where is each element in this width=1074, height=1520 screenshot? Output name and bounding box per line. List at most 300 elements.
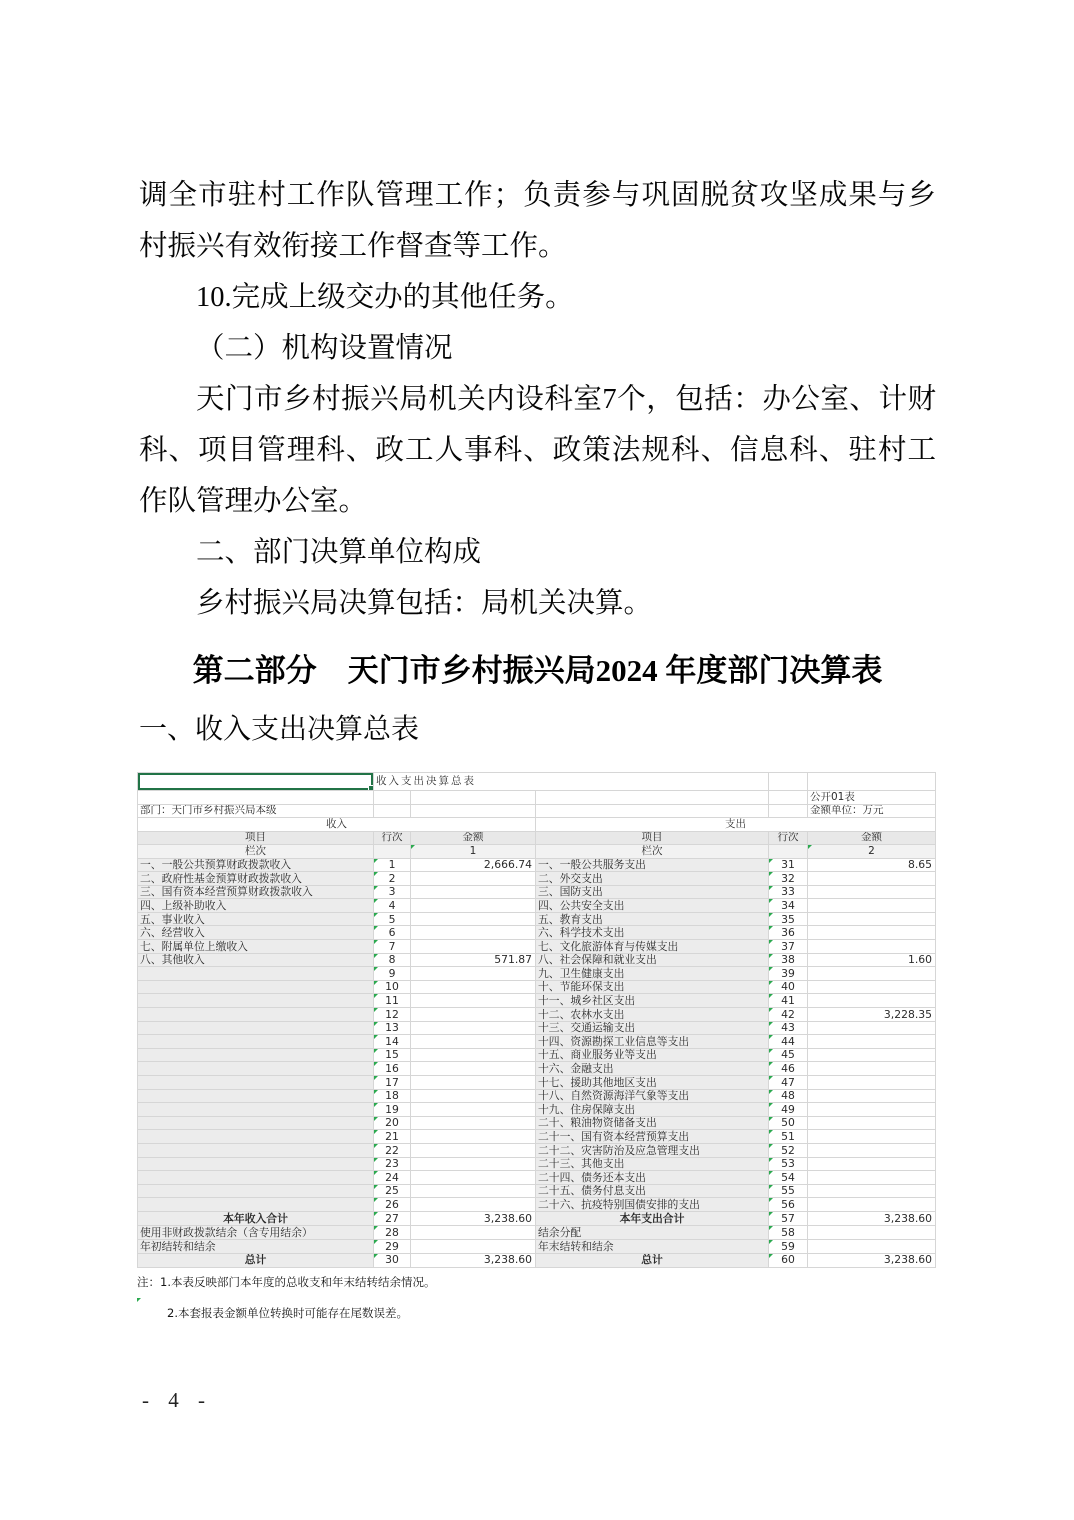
expense-amount-cell (808, 1143, 936, 1157)
expense-line-cell (769, 1184, 808, 1198)
expense-line-cell-value: 46 (781, 1062, 795, 1076)
income-amount-cell (411, 1103, 536, 1117)
income-line-cell (374, 1211, 411, 1225)
expense-line-cell-value: 36 (781, 926, 795, 940)
expense-amount-cell (808, 1103, 936, 1117)
expense-item-cell (536, 953, 769, 967)
expense-line-cell-value: 56 (781, 1197, 795, 1211)
expense-amount-cell (808, 1171, 936, 1185)
sheet-row (138, 872, 936, 886)
expense-amount-cell (808, 1116, 936, 1130)
body-text-block (139, 170, 936, 629)
income-amount-cell (411, 1076, 536, 1090)
expense-amount-cell (808, 1211, 936, 1225)
error-indicator-icon (374, 1076, 378, 1080)
expense-item-cell-value: 二、外交支出 (538, 871, 603, 885)
income-item-cell (138, 1008, 374, 1022)
expense-col-index-value: 2 (868, 844, 875, 857)
paragraph: 天门市乡村振兴局机关内设科室7个，包括：办公室、计财科、项目管理科、政工人事科、政策法规科、信息科、驻村工作队管理办公室。 (139, 384, 936, 517)
income-amount-cell (411, 940, 536, 954)
income-amount-cell (411, 1198, 536, 1212)
expense-item-cell-value: 十四、资源勘探工业信息等支出 (538, 1034, 690, 1048)
error-indicator-icon (137, 1298, 141, 1302)
expense-line-cell (769, 1239, 808, 1253)
expense-line-cell-value: 33 (781, 885, 795, 899)
income-line-cell (374, 967, 411, 981)
expense-amount-cell (808, 899, 936, 913)
expense-amount-cell (808, 1076, 936, 1090)
expense-line-cell (769, 926, 808, 940)
income-line-cell (374, 1008, 411, 1022)
expense-line-cell (769, 967, 808, 981)
expense-item-cell (536, 1225, 769, 1239)
income-line-cell-value: 16 (385, 1062, 399, 1076)
income-line-cell (374, 1239, 411, 1253)
expense-line-cell (769, 858, 808, 872)
expense-item-cell (536, 858, 769, 872)
expense-item-cell (536, 1021, 769, 1035)
income-item-cell (138, 1048, 374, 1062)
selected-cell (138, 773, 374, 791)
unit-label: 金额单位：万元 (808, 804, 936, 818)
expense-line-cell (769, 1089, 808, 1103)
sheet-row (138, 1184, 936, 1198)
expense-item-cell-value: 总计 (641, 1253, 663, 1267)
error-indicator-icon (374, 1130, 378, 1134)
error-indicator-icon (769, 1090, 773, 1094)
income-amount-cell (411, 1171, 536, 1185)
expense-item-cell-value: 十二、农林水支出 (538, 1007, 625, 1021)
error-indicator-icon (808, 845, 812, 849)
income-item-cell (138, 967, 374, 981)
income-line-cell (374, 953, 411, 967)
expense-item-cell-value: 十七、援助其他地区支出 (538, 1075, 657, 1089)
expense-line-cell-value: 50 (781, 1116, 795, 1130)
expense-item-cell (536, 1103, 769, 1117)
expense-line-cell (769, 1198, 808, 1212)
expense-line-cell (769, 1008, 808, 1022)
error-indicator-icon (769, 1049, 773, 1053)
income-line-cell-value: 12 (385, 1007, 399, 1021)
expense-line-cell-value: 42 (781, 1007, 795, 1021)
income-amount-cell (411, 1089, 536, 1103)
sheet-row (138, 1239, 936, 1253)
expense-item-cell-value: 二十四、债务还本支出 (538, 1170, 646, 1184)
income-index-label: 栏次 (138, 845, 374, 859)
expense-amount-cell (808, 858, 936, 872)
income-line-cell (374, 994, 411, 1008)
error-indicator-icon (769, 872, 773, 876)
error-indicator-icon (374, 1117, 378, 1121)
income-amount-cell (411, 1021, 536, 1035)
income-amount-cell (411, 1130, 536, 1144)
income-line-cell (374, 872, 411, 886)
income-amount-cell (411, 1035, 536, 1049)
expense-item-cell-value: 三、国防支出 (538, 885, 603, 899)
expense-line-cell-value: 55 (781, 1184, 795, 1198)
error-indicator-icon (374, 1090, 378, 1094)
income-item-cell-value: 一、一般公共预算财政拨款收入 (140, 858, 292, 872)
expense-line-cell-value: 49 (781, 1102, 795, 1116)
income-line-cell-value: 10 (385, 980, 399, 994)
expense-line-cell-value: 60 (781, 1253, 795, 1267)
income-amount-cell (411, 980, 536, 994)
income-line-cell-value: 2 (388, 871, 396, 885)
expense-line-cell (769, 1253, 808, 1267)
expense-item-cell (536, 926, 769, 940)
income-line-cell (374, 980, 411, 994)
expense-line-cell-value: 32 (781, 871, 795, 885)
expense-amount-header: 金额 (808, 831, 936, 845)
income-item-cell (138, 1021, 374, 1035)
error-indicator-icon (374, 994, 378, 998)
expense-line-cell (769, 1035, 808, 1049)
income-line-cell (374, 1076, 411, 1090)
error-indicator-icon (769, 1035, 773, 1039)
income-line-cell (374, 1157, 411, 1171)
income-item-cell (138, 1089, 374, 1103)
expense-item-cell (536, 872, 769, 886)
sheet-row (138, 1021, 936, 1035)
income-expense-summary-table (137, 772, 936, 1268)
income-amount-cell-value: 571.87 (494, 953, 532, 967)
income-line-cell-value: 8 (388, 953, 396, 967)
income-line-cell-value: 5 (388, 912, 396, 926)
error-indicator-icon (374, 1062, 378, 1066)
department-row (138, 804, 936, 818)
expense-amount-cell (808, 1184, 936, 1198)
income-amount-cell (411, 899, 536, 913)
income-line-cell-value: 18 (385, 1089, 399, 1103)
error-indicator-icon (374, 1254, 378, 1258)
income-amount-cell (411, 926, 536, 940)
expense-amount-cell (808, 926, 936, 940)
expense-item-cell-value: 七、文化旅游体育与传媒支出 (538, 939, 679, 953)
expense-item-cell (536, 1184, 769, 1198)
expense-amount-cell-value: 8.65 (907, 858, 932, 872)
error-indicator-icon (374, 1198, 378, 1202)
sheet-row (138, 885, 936, 899)
empty-cell (769, 791, 808, 805)
expense-line-cell (769, 940, 808, 954)
error-indicator-icon (374, 1103, 378, 1107)
expense-line-cell-value: 39 (781, 966, 795, 980)
income-item-cell (138, 872, 374, 886)
income-amount-cell (411, 1008, 536, 1022)
expense-item-cell-value: 八、社会保障和就业支出 (538, 953, 657, 967)
error-indicator-icon (374, 926, 378, 930)
expense-amount-cell (808, 953, 936, 967)
income-item-cell-value: 三、国有资本经营预算财政拨款收入 (140, 885, 313, 899)
income-line-cell-value: 6 (388, 926, 396, 940)
section-heading: 一、收入支出决算总表 (139, 714, 420, 745)
expense-line-cell-value: 47 (781, 1075, 795, 1089)
sheet-row (138, 980, 936, 994)
expense-item-cell-value: 二十三、其他支出 (538, 1157, 625, 1171)
sheet-row (138, 1076, 936, 1090)
error-indicator-icon (769, 1022, 773, 1026)
expense-item-cell (536, 1076, 769, 1090)
expense-item-cell (536, 1143, 769, 1157)
error-indicator-icon (374, 1240, 378, 1244)
income-amount-cell (411, 1211, 536, 1225)
expense-amount-cell (808, 1239, 936, 1253)
income-item-cell (138, 1143, 374, 1157)
sheet-data-rows (138, 858, 936, 1267)
selection-border (138, 773, 373, 790)
expense-amount-cell (808, 1225, 936, 1239)
sheet-row (138, 1035, 936, 1049)
paragraph: 10.完成上级交办的其他任务。 (196, 282, 574, 313)
income-amount-cell (411, 1157, 536, 1171)
error-indicator-icon (374, 954, 378, 958)
income-item-cell-value: 年初结转和结余 (140, 1239, 216, 1253)
income-item-cell-value: 二、政府性基金预算财政拨款收入 (140, 871, 302, 885)
paragraph: 乡村振兴局决算包括：局机关决算。 (196, 588, 653, 619)
expense-line-cell (769, 1103, 808, 1117)
expense-line-cell (769, 953, 808, 967)
expense-amount-cell (808, 912, 936, 926)
income-line-cell-value: 3 (388, 885, 396, 899)
income-line-cell (374, 1171, 411, 1185)
error-indicator-icon (374, 981, 378, 985)
income-amount-header: 金额 (411, 831, 536, 845)
income-line-cell (374, 899, 411, 913)
income-line-cell (374, 1184, 411, 1198)
empty-cell (374, 791, 411, 805)
sheet-row (138, 1048, 936, 1062)
expense-item-cell-value: 年末结转和结余 (538, 1239, 614, 1253)
expense-line-cell (769, 1062, 808, 1076)
income-item-cell (138, 1035, 374, 1049)
sheet-row (138, 1062, 936, 1076)
expense-item-cell-value: 二十、粮油物资储备支出 (538, 1116, 657, 1130)
expense-item-cell (536, 1253, 769, 1267)
income-line-cell (374, 1130, 411, 1144)
expense-item-cell-value: 二十六、抗疫特别国债安排的支出 (538, 1197, 700, 1211)
error-indicator-icon (374, 1212, 378, 1216)
expense-item-cell-value: 一、一般公共服务支出 (538, 858, 646, 872)
note-line: 2.本套报表金额单位转换时可能存在尾数误差。 (167, 1305, 408, 1320)
income-line-cell (374, 1021, 411, 1035)
income-line-cell (374, 885, 411, 899)
income-line-cell-value: 13 (385, 1021, 399, 1035)
income-item-cell-value: 使用非财政拨款结余（含专用结余） (140, 1225, 313, 1239)
expense-line-cell (769, 1171, 808, 1185)
expense-amount-cell (808, 885, 936, 899)
income-item-cell-value: 总计 (244, 1253, 267, 1267)
sheet-row (138, 1103, 936, 1117)
sheet-row (138, 1089, 936, 1103)
income-amount-cell (411, 967, 536, 981)
income-line-cell-value: 14 (385, 1034, 399, 1048)
empty-cell (769, 773, 808, 791)
expense-line-cell-value: 45 (781, 1048, 795, 1062)
error-indicator-icon (769, 1158, 773, 1162)
income-line-cell-value: 17 (385, 1075, 399, 1089)
income-amount-cell (411, 1143, 536, 1157)
income-item-cell (138, 940, 374, 954)
income-line-cell-value: 30 (385, 1253, 399, 1267)
sheet-row (138, 1211, 936, 1225)
income-line-cell-value: 22 (385, 1143, 399, 1157)
expense-line-cell (769, 1211, 808, 1225)
income-item-cell-value: 八、其他收入 (140, 953, 205, 967)
expense-item-cell (536, 940, 769, 954)
income-line-cell-value: 9 (388, 966, 396, 980)
expense-line-cell-value: 52 (781, 1143, 795, 1157)
expense-group-header: 支出 (536, 818, 936, 832)
income-line-cell-value: 28 (385, 1225, 399, 1239)
error-indicator-icon (374, 940, 378, 944)
income-line-cell-value: 25 (385, 1184, 399, 1198)
expense-amount-cell (808, 1008, 936, 1022)
income-amount-cell-value: 3,238.60 (483, 1253, 532, 1267)
table-code-row (138, 791, 936, 805)
income-line-cell (374, 1116, 411, 1130)
expense-line-cell (769, 1130, 808, 1144)
expense-amount-cell (808, 994, 936, 1008)
income-item-cell-value: 本年收入合计 (223, 1211, 288, 1225)
error-indicator-icon (769, 1076, 773, 1080)
error-indicator-icon (769, 954, 773, 958)
income-line-cell-value: 4 (388, 898, 396, 912)
income-line-cell (374, 940, 411, 954)
expense-line-cell-value: 44 (781, 1034, 795, 1048)
expense-line-cell (769, 1157, 808, 1171)
income-item-cell (138, 912, 374, 926)
sheet-row (138, 1143, 936, 1157)
income-line-cell (374, 912, 411, 926)
income-line-cell-value: 27 (385, 1211, 399, 1225)
income-amount-cell (411, 953, 536, 967)
expense-item-cell (536, 1198, 769, 1212)
expense-item-cell (536, 912, 769, 926)
income-line-cell (374, 1143, 411, 1157)
error-indicator-icon (374, 872, 378, 876)
expense-item-cell (536, 994, 769, 1008)
income-item-cell (138, 1184, 374, 1198)
income-item-cell (138, 1171, 374, 1185)
error-indicator-icon (769, 1144, 773, 1148)
income-item-cell (138, 1076, 374, 1090)
expense-item-cell (536, 1062, 769, 1076)
expense-line-cell (769, 1225, 808, 1239)
empty-cell (536, 804, 769, 818)
expense-item-header: 项目 (536, 831, 769, 845)
expense-item-cell-value: 十八、自然资源海洋气象等支出 (538, 1089, 690, 1103)
expense-item-cell (536, 1171, 769, 1185)
income-item-cell (138, 1211, 374, 1225)
expense-line-cell-value: 53 (781, 1157, 795, 1171)
error-indicator-icon (769, 1117, 773, 1121)
expense-item-cell (536, 1211, 769, 1225)
expense-item-cell (536, 1035, 769, 1049)
income-line-cell-value: 11 (385, 994, 399, 1008)
expense-amount-cell (808, 1157, 936, 1171)
error-indicator-icon (411, 845, 415, 849)
sheet-row (138, 926, 936, 940)
empty-cell (411, 804, 536, 818)
expense-amount-cell (808, 1021, 936, 1035)
error-indicator-icon (769, 1226, 773, 1230)
expense-item-cell-value: 二十一、国有资本经营预算支出 (538, 1130, 690, 1143)
income-line-cell (374, 1089, 411, 1103)
income-item-cell (138, 1225, 374, 1239)
expense-line-cell (769, 1116, 808, 1130)
error-indicator-icon (374, 967, 378, 971)
income-group-header: 收入 (138, 818, 536, 832)
expense-line-cell-value: 40 (781, 980, 795, 994)
error-indicator-icon (769, 994, 773, 998)
expense-item-cell (536, 1089, 769, 1103)
income-line-cell-value: 15 (385, 1048, 399, 1062)
expense-item-cell-value: 二十二、灾害防治及应急管理支出 (538, 1143, 700, 1157)
expense-line-cell-value: 59 (781, 1239, 795, 1253)
expense-amount-cell-value: 3,238.60 (883, 1253, 932, 1267)
error-indicator-icon (374, 899, 378, 903)
expense-line-cell (769, 994, 808, 1008)
error-indicator-icon (374, 886, 378, 890)
expense-item-cell-value: 十五、商业服务业等支出 (538, 1048, 657, 1062)
income-line-cell-value: 29 (385, 1239, 399, 1253)
expense-item-cell (536, 980, 769, 994)
error-indicator-icon (769, 926, 773, 930)
expense-line-cell-value: 35 (781, 912, 795, 926)
error-indicator-icon (769, 1008, 773, 1012)
empty-cell (138, 791, 374, 805)
error-indicator-icon (769, 1254, 773, 1258)
expense-amount-cell (808, 1062, 936, 1076)
income-line-cell (374, 1062, 411, 1076)
expense-item-cell (536, 1157, 769, 1171)
empty-cell (769, 845, 808, 859)
sheet-row (138, 967, 936, 981)
income-line-cell-value: 26 (385, 1197, 399, 1211)
expense-item-cell (536, 1239, 769, 1253)
income-amount-cell (411, 1048, 536, 1062)
income-amount-cell (411, 1253, 536, 1267)
table-code: 公开01表 (808, 791, 936, 805)
income-amount-cell-value: 3,238.60 (483, 1211, 532, 1225)
income-item-cell (138, 899, 374, 913)
expense-amount-cell-value: 3,228.35 (883, 1007, 932, 1021)
expense-index-label: 栏次 (536, 845, 769, 859)
expense-amount-cell-value: 1.60 (907, 953, 932, 967)
income-item-cell-value: 六、经营收入 (140, 926, 205, 940)
income-amount-cell (411, 994, 536, 1008)
sheet-row (138, 953, 936, 967)
expense-item-cell-value: 九、卫生健康支出 (538, 966, 625, 980)
income-item-cell (138, 1198, 374, 1212)
error-indicator-icon (374, 1022, 378, 1026)
sheet-row (138, 1198, 936, 1212)
expense-line-cell-value: 51 (781, 1130, 795, 1143)
income-item-header: 项目 (138, 831, 374, 845)
expense-line-cell-value: 57 (781, 1211, 795, 1225)
expense-item-cell (536, 1008, 769, 1022)
paragraph: 二、部门决算单位构成 (196, 537, 482, 568)
spreadsheet (137, 772, 935, 1321)
income-line-cell (374, 1048, 411, 1062)
income-line-cell-value: 24 (385, 1170, 399, 1184)
table-notes (137, 1274, 935, 1321)
error-indicator-icon (769, 1198, 773, 1202)
title-row (138, 773, 936, 791)
error-indicator-icon (374, 913, 378, 917)
expense-line-cell-value: 37 (781, 939, 795, 953)
expense-amount-cell (808, 967, 936, 981)
